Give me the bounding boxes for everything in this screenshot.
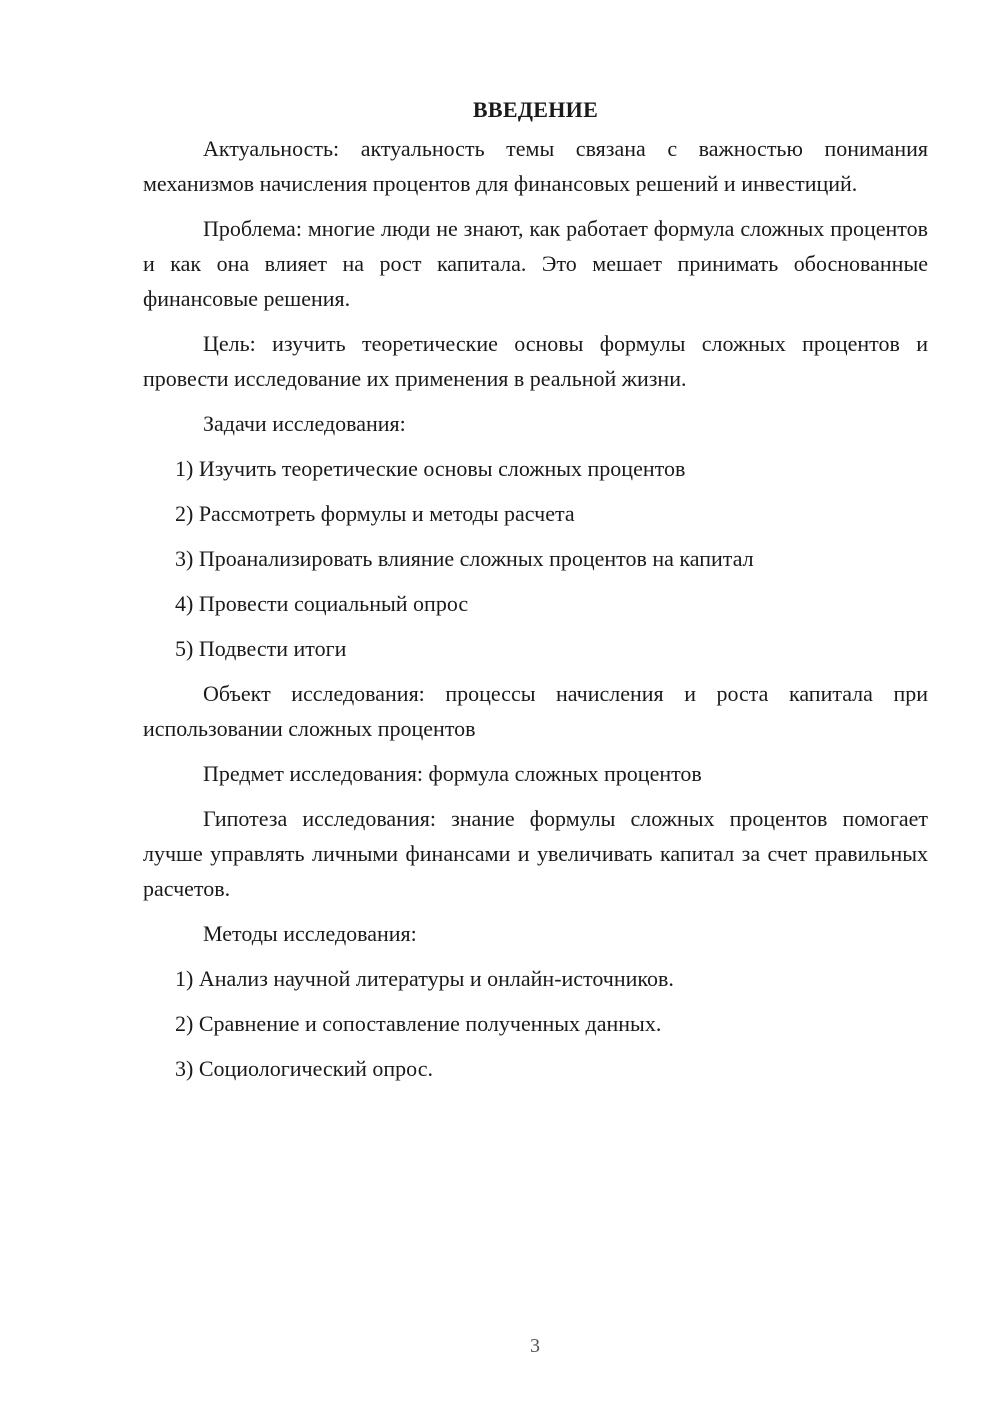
task-item: 3) Проанализировать влияние сложных процентов на капитал <box>175 546 754 571</box>
goal-paragraph: Цель: изучить теоретические основы формулы сложных процентов и провести исследование их применения в реальной жизни. <box>143 331 928 391</box>
object-paragraph: Объект исследования: процессы начисления и роста капитала при использовании сложных процентов <box>143 681 928 741</box>
problem-paragraph: Проблема: многие люди не знают, как работает формула сложных процентов и как она влияет на рост капитала. Это мешает принимать обоснованные финансовые решения. <box>143 216 928 311</box>
hypothesis-paragraph: Гипотеза исследования: знание формулы сложных процентов помогает лучше управлять личными финансами и увеличивать капитал за счет правильных расчетов. <box>143 806 928 901</box>
page-number: 3 <box>530 1335 540 1357</box>
method-item: 3) Социологический опрос. <box>175 1056 433 1081</box>
document-page <box>143 92 928 1096</box>
subject-paragraph: Предмет исследования: формула сложных процентов <box>203 761 702 786</box>
method-item: 2) Сравнение и сопоставление полученных данных. <box>175 1011 662 1036</box>
tasks-list <box>143 451 928 666</box>
methods-heading: Методы исследования: <box>203 921 417 946</box>
task-item: 4) Провести социальный опрос <box>175 591 469 616</box>
section-title: ВВЕДЕНИЕ <box>472 97 599 122</box>
task-item: 1) Изучить теоретические основы сложных процентов <box>175 456 686 481</box>
task-item: 5) Подвести итоги <box>175 636 347 661</box>
methods-list <box>143 961 928 1086</box>
task-item: 2) Рассмотреть формулы и методы расчета <box>175 501 575 526</box>
method-item: 1) Анализ научной литературы и онлайн-источников. <box>175 966 674 991</box>
tasks-heading: Задачи исследования: <box>203 411 406 436</box>
relevance-paragraph: Актуальность: актуальность темы связана с важностью понимания механизмов начисления процентов для финансовых решений и инвестиций. <box>143 136 928 196</box>
